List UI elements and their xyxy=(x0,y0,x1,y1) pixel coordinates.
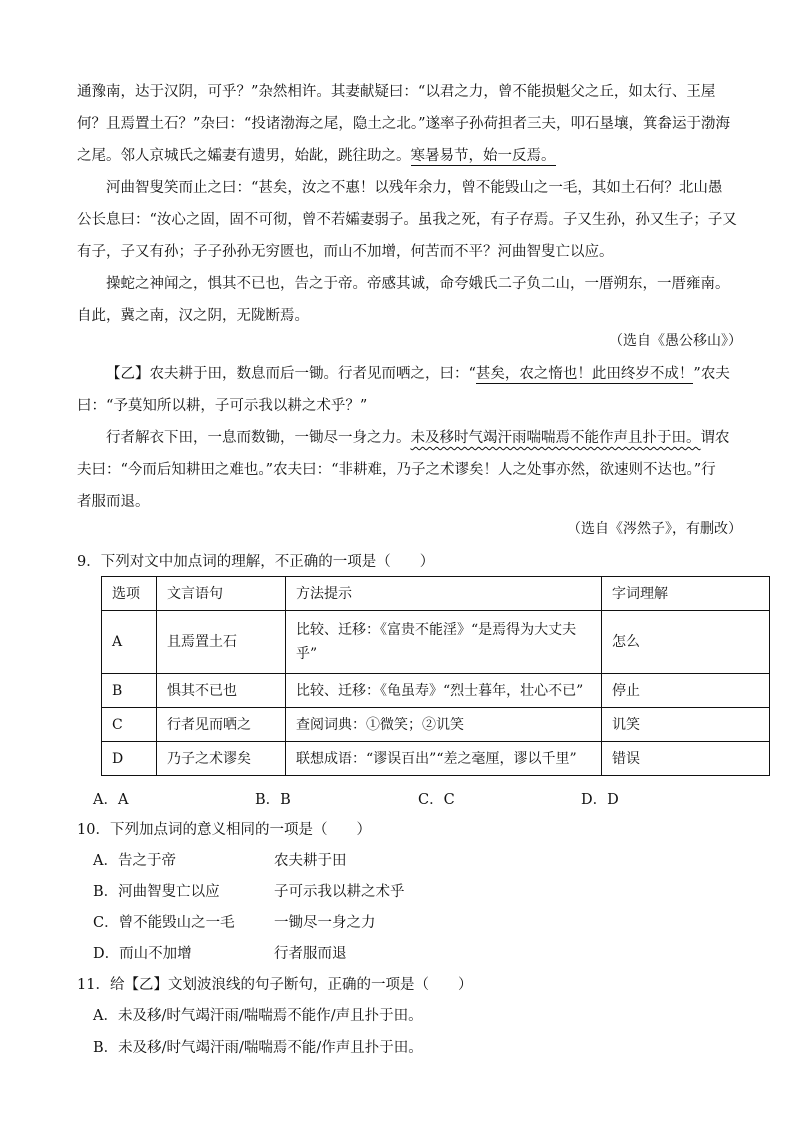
passage-paragraph-2 xyxy=(77,172,747,268)
passage-line: 何？且焉置土石？”杂曰：“投诸渤海之尾，隐土之北。”遂率子孙荷担者三夫，叩石垦壤，箕畚运于渤海 xyxy=(77,116,730,132)
table-cell-option: A xyxy=(102,611,157,674)
table-row xyxy=(102,742,770,776)
table-cell-option: C xyxy=(102,708,157,742)
table-header-cell: 方法提示 xyxy=(286,577,602,611)
table-cell-method: 查阅词典：①微笑；②讥笑 xyxy=(286,708,602,742)
passage-line: 之尾。邻人京城氏之孀妻有遗男，始龀，跳往助之。寒暑易节，始一反焉。 xyxy=(77,148,556,164)
passage-paragraph-3 xyxy=(77,268,747,332)
passage-line: 操蛇之神闻之，惧其不已也，告之于帝。帝感其诚，命夸娥氏二子负二山，一厝朔东，一厝雍南。 xyxy=(106,276,730,292)
table-cell-method: 比较、迁移：《龟虽寿》“烈士暮年，壮心不已” xyxy=(286,674,602,708)
table-row xyxy=(102,674,770,708)
question-9-stem: 9．下列对文中加点词的理解，不正确的一项是（ ） xyxy=(77,554,435,570)
question-10-stem: 10．下列加点词的意义相同的一项是（ ） xyxy=(77,822,371,838)
q9-choice-a[interactable]: A．A xyxy=(93,792,129,808)
q9-choice-c[interactable]: C．C xyxy=(418,792,455,808)
passage-line: 自此，冀之南，汉之阴，无陇断焉。 xyxy=(77,308,309,324)
passage-line: 有子，子又有孙；子子孙孙无穷匮也，而山不加增，何苦而不平？河曲智叟亡以应。 xyxy=(77,244,614,260)
table-cell-sentence: 且焉置土石 xyxy=(157,611,286,674)
table-row xyxy=(102,611,770,674)
passage-line: 行者解衣下田，一息而数锄，一锄尽一身之力。未及移时气竭汗雨喘喘焉不能作声且扑于田。谓农 xyxy=(106,430,730,446)
q9-choice-b[interactable]: B．B xyxy=(255,792,291,808)
table-cell-method: 比较、迁移：《富贵不能淫》“是焉得为大丈夫乎” xyxy=(286,611,602,674)
passage-line: 河曲智叟笑而止之曰：“甚矣，汝之不惠！以残年余力，曾不能毁山之一毛，其如土石何？北山愚 xyxy=(106,180,723,196)
passage-line: 者服而退。 xyxy=(77,494,150,510)
table-cell-sentence: 乃子之术谬矣 xyxy=(157,742,286,776)
underlined-sentence: 甚矣，农之惰也！此田终岁不成！ xyxy=(475,366,694,382)
passage-yi-paragraph-2 xyxy=(77,422,747,518)
passage-line: 公长息曰：“汝心之固，固不可彻，曾不若孀妻弱子。虽我之死，有子存焉。子又生孙，孙又生子；子又 xyxy=(77,212,737,228)
table-cell-option: B xyxy=(102,674,157,708)
table-cell-meaning: 停止 xyxy=(602,674,770,708)
table-cell-meaning: 讥笑 xyxy=(602,708,770,742)
table-row xyxy=(102,708,770,742)
q10-option-c-compare: 一锄尽一身之力 xyxy=(274,915,376,931)
q10-option-a[interactable]: A．告之于帝 xyxy=(93,853,176,869)
q10-option-d-compare: 行者服而退 xyxy=(274,946,347,962)
table-header-cell: 字词理解 xyxy=(602,577,770,611)
table-cell-sentence: 惧其不已也 xyxy=(157,674,286,708)
q10-option-d[interactable]: D．而山不加增 xyxy=(93,946,192,962)
source-citation-2: （选自《涔然子》，有删改） xyxy=(567,521,742,537)
q10-option-b[interactable]: B．河曲智叟亡以应 xyxy=(93,884,220,900)
passage-line: 通豫南，达于汉阴，可乎？”杂然相许。其妻献疑曰：“以君之力，曾不能损魁父之丘，如太行、王屋 xyxy=(77,84,716,100)
passage-line: 曰：“予莫知所以耕，子可示我以耕之术乎？” xyxy=(77,398,368,414)
question-11-stem: 11．给【乙】文划波浪线的句子断句，正确的一项是（ ） xyxy=(77,977,473,993)
q9-choice-d[interactable]: D．D xyxy=(581,792,619,808)
table-header-row xyxy=(102,577,770,611)
table-cell-meaning: 怎么 xyxy=(602,611,770,674)
table-header-cell: 文言语句 xyxy=(157,577,286,611)
q10-option-b-compare: 子可示我以耕之术乎 xyxy=(274,884,405,900)
wavy-underlined-sentence: 未及移时气竭汗雨喘喘焉不能作声且扑于田。 xyxy=(410,430,701,446)
q10-option-a-compare: 农夫耕于田 xyxy=(274,853,347,869)
passage-paragraph-1 xyxy=(77,76,747,172)
table-cell-sentence: 行者见而哂之 xyxy=(157,708,286,742)
q11-option-b[interactable]: B．未及移/时气竭汗雨/喘喘焉不能/作声且扑于田。 xyxy=(93,1040,423,1056)
q11-option-a[interactable]: A．未及移/时气竭汗雨/喘喘焉不能作/声且扑于田。 xyxy=(93,1008,423,1024)
table-cell-option: D xyxy=(102,742,157,776)
underlined-sentence: 寒暑易节，始一反焉。 xyxy=(410,148,556,164)
passage-yi-paragraph-1 xyxy=(77,358,747,422)
q10-option-c[interactable]: C．曾不能毁山之一毛 xyxy=(93,915,235,931)
passage-line: 夫曰：“今而后知耕田之难也。”农夫曰：“非耕难，乃子之术谬矣！人之处事亦然，欲速则不达也。”行 xyxy=(77,462,716,478)
table-header-cell: 选项 xyxy=(102,577,157,611)
table-cell-meaning: 错误 xyxy=(602,742,770,776)
table-cell-method: 联想成语：“谬误百出”“差之毫厘，谬以千里” xyxy=(286,742,602,776)
passage-line: 【乙】农夫耕于田，数息而后一锄。行者见而哂之，曰：“甚矣，农之惰也！此田终岁不成！”农夫 xyxy=(106,366,730,382)
source-citation-1: （选自《愚公移山》） xyxy=(609,333,742,349)
question-9-table xyxy=(101,576,770,776)
